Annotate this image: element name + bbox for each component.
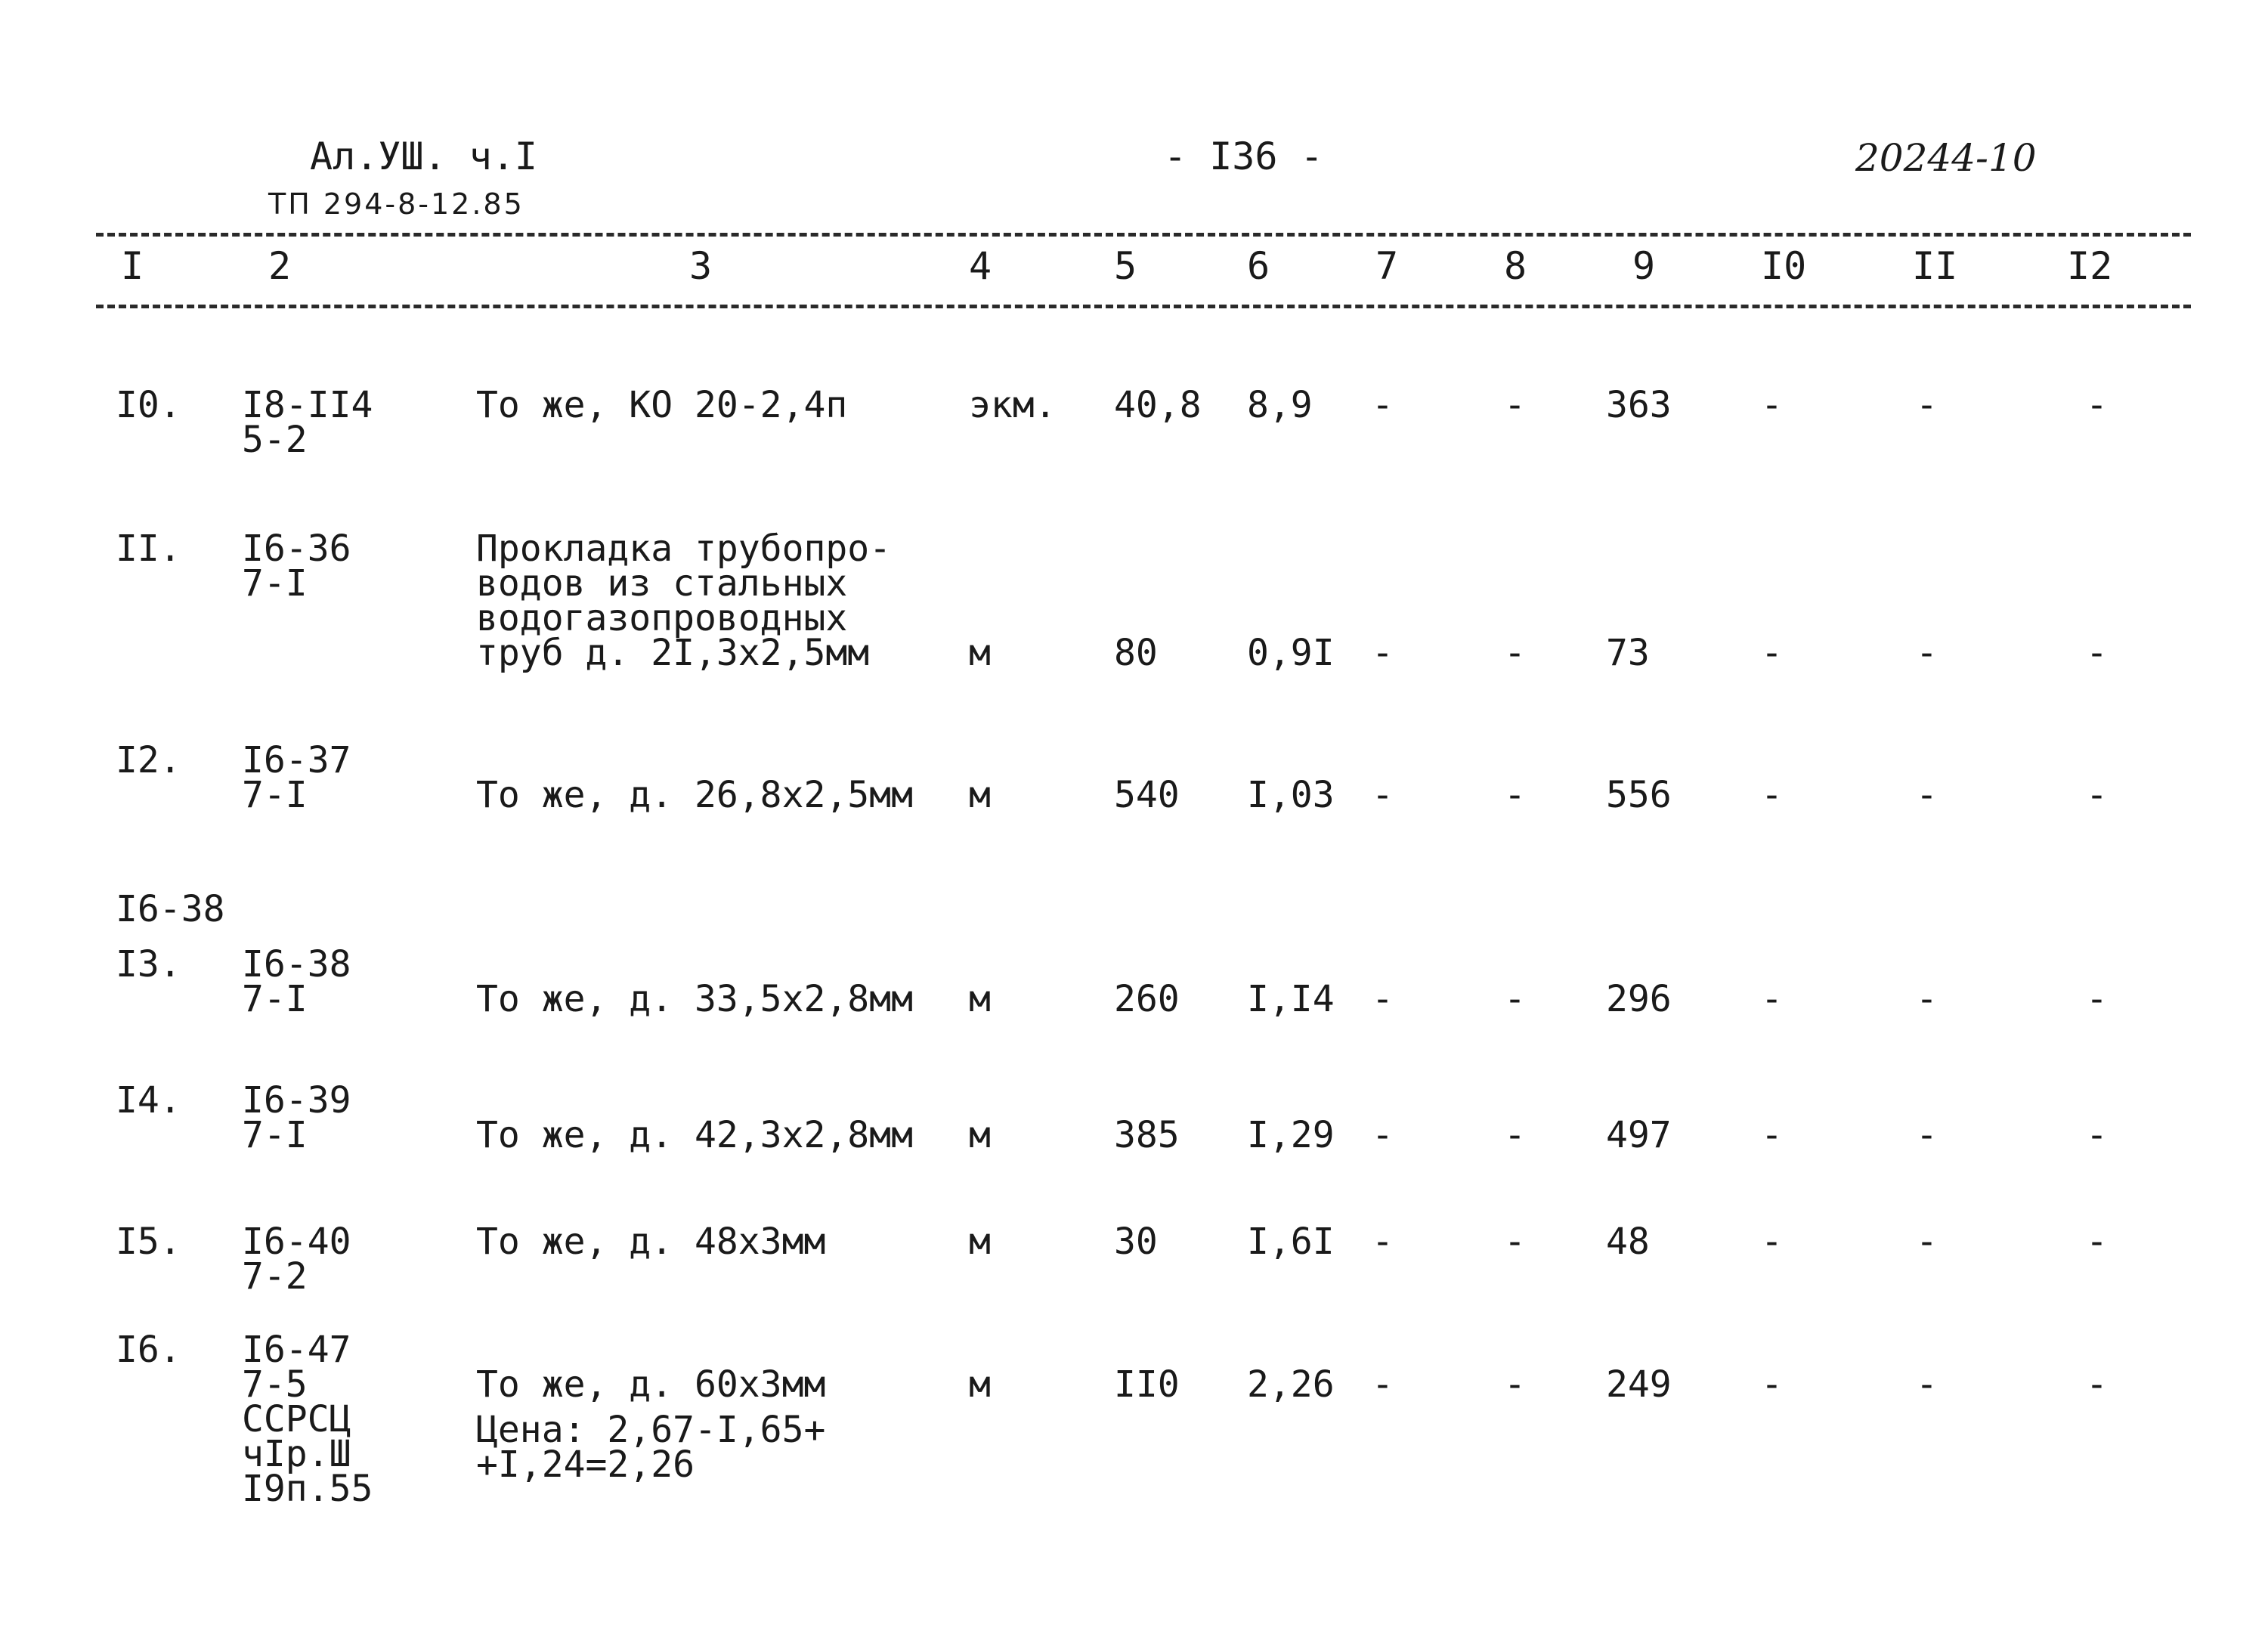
page-number: - I36 - <box>1164 135 1323 178</box>
total-cost: 556 <box>1606 774 1672 816</box>
column-11-value: - <box>1916 1221 1938 1263</box>
column-8-value: - <box>1504 632 1526 674</box>
column-number: II <box>1912 244 1958 288</box>
column-12-value: - <box>2086 632 2108 674</box>
rate-code: I6-37 <box>242 739 351 781</box>
unit-price: 0,9I <box>1247 632 1335 674</box>
total-cost: 296 <box>1606 978 1672 1020</box>
column-10-value: - <box>1761 1114 1783 1156</box>
column-8-value: - <box>1504 1221 1526 1263</box>
unit-of-measure: экм. <box>969 384 1057 426</box>
price-note: Цена: 2,67-I,65+ <box>476 1409 826 1451</box>
row-number: I5. <box>116 1221 181 1263</box>
quantity: 80 <box>1114 632 1158 674</box>
header-rule-bottom <box>96 305 2191 308</box>
row-number: I3. <box>116 943 181 985</box>
rate-code: I6-47 <box>242 1329 351 1371</box>
column-10-value: - <box>1761 632 1783 674</box>
rate-code: 7-2 <box>242 1255 308 1298</box>
work-description: То же, д. 26,8x2,5мм <box>476 774 913 816</box>
row-number: I4. <box>116 1079 181 1122</box>
column-12-value: - <box>2086 1114 2108 1156</box>
row-number: I0. <box>116 384 181 426</box>
column-12-value: - <box>2086 978 2108 1020</box>
rate-code: 7-I <box>242 1114 308 1156</box>
total-cost: 73 <box>1606 632 1650 674</box>
unit-price: I,I4 <box>1247 978 1335 1020</box>
quantity: II0 <box>1114 1363 1180 1406</box>
column-number: 7 <box>1375 244 1399 288</box>
column-10-value: - <box>1761 384 1783 426</box>
column-8-value: - <box>1504 978 1526 1020</box>
column-number: I <box>121 244 144 288</box>
rate-code: I6-38 <box>242 943 351 985</box>
unit-of-measure: м <box>969 1363 991 1406</box>
row-number: II. <box>116 528 181 570</box>
rate-code: ССРСЦ <box>242 1398 351 1440</box>
column-10-value: - <box>1761 1221 1783 1263</box>
work-description: Прокладка трубопро- <box>476 528 892 570</box>
document-code: 20244-10 <box>1855 136 2037 180</box>
rate-code: I9п.55 <box>242 1468 373 1510</box>
column-number: 2 <box>268 244 292 288</box>
total-cost: 48 <box>1606 1221 1650 1263</box>
column-10-value: - <box>1761 774 1783 816</box>
column-11-value: - <box>1916 632 1938 674</box>
row-number: I2. <box>116 739 181 781</box>
column-8-value: - <box>1504 384 1526 426</box>
column-number: 3 <box>689 244 713 288</box>
quantity: 385 <box>1114 1114 1180 1156</box>
column-12-value: - <box>2086 774 2108 816</box>
rate-code: I6-36 <box>242 528 351 570</box>
column-7-value: - <box>1372 632 1394 674</box>
column-number: 5 <box>1114 244 1137 288</box>
column-8-value: - <box>1504 1114 1526 1156</box>
unit-price: I,29 <box>1247 1114 1335 1156</box>
rate-code: I6-39 <box>242 1079 351 1122</box>
column-12-value: - <box>2086 1221 2108 1263</box>
column-7-value: - <box>1372 1363 1394 1406</box>
work-description: То же, КО 20-2,4п <box>476 384 848 426</box>
work-description: То же, д. 60x3мм <box>476 1363 826 1406</box>
total-cost: 363 <box>1606 384 1672 426</box>
rate-code: 7-I <box>242 978 308 1020</box>
margin-note: I6-38 <box>116 888 225 930</box>
quantity: 540 <box>1114 774 1180 816</box>
rate-code: 7-5 <box>242 1363 308 1406</box>
rate-code: чIр.Ш <box>242 1433 351 1475</box>
rate-code: I8-II4 <box>242 384 373 426</box>
unit-of-measure: м <box>969 1114 991 1156</box>
column-12-value: - <box>2086 1363 2108 1406</box>
column-10-value: - <box>1761 978 1783 1020</box>
unit-price: 8,9 <box>1247 384 1313 426</box>
column-7-value: - <box>1372 1221 1394 1263</box>
column-11-value: - <box>1916 978 1938 1020</box>
column-11-value: - <box>1916 1114 1938 1156</box>
project-code: ТП 294-8-12.85 <box>268 187 524 221</box>
unit-of-measure: м <box>969 978 991 1020</box>
quantity: 40,8 <box>1114 384 1202 426</box>
doc-series: Ал.УШ. ч.I <box>310 135 538 178</box>
column-7-value: - <box>1372 978 1394 1020</box>
unit-of-measure: м <box>969 774 991 816</box>
work-description: водов из стальных <box>476 562 848 605</box>
unit-of-measure: м <box>969 1221 991 1263</box>
column-11-value: - <box>1916 1363 1938 1406</box>
work-description: То же, д. 48x3мм <box>476 1221 826 1263</box>
row-number: I6. <box>116 1329 181 1371</box>
column-7-value: - <box>1372 1114 1394 1156</box>
column-8-value: - <box>1504 1363 1526 1406</box>
total-cost: 497 <box>1606 1114 1672 1156</box>
unit-of-measure: м <box>969 632 991 674</box>
rate-code: 7-I <box>242 562 308 605</box>
rate-code: 5-2 <box>242 419 308 461</box>
column-8-value: - <box>1504 774 1526 816</box>
column-number: 9 <box>1632 244 1656 288</box>
header-rule-top <box>96 233 2191 237</box>
column-7-value: - <box>1372 384 1394 426</box>
column-number: 6 <box>1247 244 1270 288</box>
rate-code: I6-40 <box>242 1221 351 1263</box>
column-10-value: - <box>1761 1363 1783 1406</box>
column-11-value: - <box>1916 384 1938 426</box>
quantity: 260 <box>1114 978 1180 1020</box>
column-11-value: - <box>1916 774 1938 816</box>
quantity: 30 <box>1114 1221 1158 1263</box>
column-number: I2 <box>2067 244 2113 288</box>
column-number: 4 <box>969 244 992 288</box>
unit-price: 2,26 <box>1247 1363 1335 1406</box>
unit-price: I,6I <box>1247 1221 1335 1263</box>
column-12-value: - <box>2086 384 2108 426</box>
column-number: I0 <box>1761 244 1807 288</box>
column-7-value: - <box>1372 774 1394 816</box>
unit-price: I,03 <box>1247 774 1335 816</box>
price-note: +I,24=2,26 <box>476 1443 695 1486</box>
rate-code: 7-I <box>242 774 308 816</box>
work-description: То же, д. 33,5x2,8мм <box>476 978 913 1020</box>
work-description: То же, д. 42,3x2,8мм <box>476 1114 913 1156</box>
column-number: 8 <box>1504 244 1527 288</box>
total-cost: 249 <box>1606 1363 1672 1406</box>
work-description: труб д. 2I,3x2,5мм <box>476 632 870 674</box>
work-description: водогазопроводных <box>476 597 848 639</box>
